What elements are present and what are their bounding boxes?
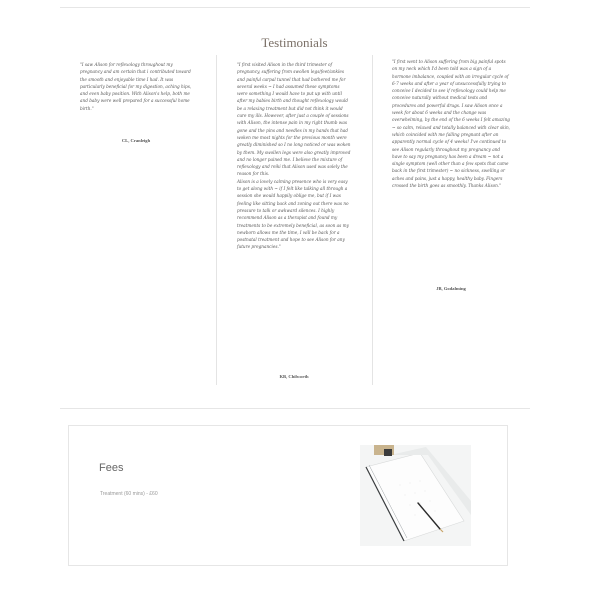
column-divider-right: [372, 55, 373, 385]
fees-panel: [68, 425, 508, 566]
testimonial-2-signature: KB, Chilworth: [279, 374, 309, 379]
testimonial-2-text: "I first visited Alison in the third trimester of pregnancy, suffering from swollen legs/feet/ankles and painful carpal tunnel that had bothered me for several weeks ~ I had assumed these symptoms were something I would have to put up with until after my babies birth and thought reflexology would be a relaxing treatment but did not think it would cure my ills. However, after just a couple of sessions with Alison, the intense pain in my right thumb was gone and the pins and needles in my hands that had woken me most nights for the previous month were greatly diminished so I no long noticed or was woken by them. My swollen legs were also greatly improved and no longer pained me. I believe the mixture of reflexology and reiki that Alison used was solely the reason for this.: [237, 62, 351, 177]
notebook-photo: [360, 445, 471, 546]
testimonial-3-text: "I first went to Alison suffering from big painful spots on my neck which I'd been told was a sign of a hormone imbalance, coupled with an irregular cycle of 6-7 weeks and after a year of unsuccessfully trying to conceive I decided to see if reflexology could help me conceive naturally without medical tests and procedures and powerful drugs. I saw Alison once a week for about 6 weeks and the change was overwhelming, by the end of the 6 weeks I felt amazing ~ so calm, relaxed and totally balanced with clear skin, which coincided with me falling pregnant after an apparently normal cycle of 4 weeks! I've continued to see Alison regularly throughout my pregnancy and have to say my pregnancy has been a dream ~ not a single symptom (well other than a few spots that came back in the first trimester) ~ no sickness, swelling or aches and pains, just a happy, healthy baby. Fingers crossed the birth goes as smoothly. Thanks Alison.": [392, 59, 511, 189]
testimonial-1: [80, 61, 192, 112]
mid-divider: [60, 408, 530, 409]
testimonial-3: [392, 58, 510, 189]
testimonial-1-text: "I saw Alison for reflexology throughout my pregnancy and am certain that i contributed toward the smooth and enjoyable time I had. It was particularly beneficial for my digestion, aching hips, and even baby position. With Alison's help, both me and baby were well prepared for a successful home birth.": [80, 62, 192, 111]
testimonial-2-text-continued: Alison is a lovely calming presence who is very easy to get along with ~ if I felt like talking all through a session she would happily oblige me, but if I was feeling like sitting back and zoning out there was no pressure to talk or awkward silences. I highly recommend Alison as a therapist and found my treatments to be extremely beneficial, as soon as my newborn allows me the time, I will be back for a postnatal treatment and hope to see Alison for any future pregnancies.": [237, 178, 349, 250]
testimonial-3-signature: JB, Godalming: [436, 286, 466, 291]
testimonial-2: [237, 61, 351, 251]
testimonial-1-signature: CL, Cranleigh: [121, 138, 151, 143]
fees-treatment-price: Treatment (60 mins) - £60: [100, 491, 158, 497]
column-divider-left: [216, 55, 217, 385]
top-divider: [60, 7, 530, 8]
fees-title: Fees: [99, 462, 124, 474]
section-title: Testimonials: [261, 35, 328, 50]
